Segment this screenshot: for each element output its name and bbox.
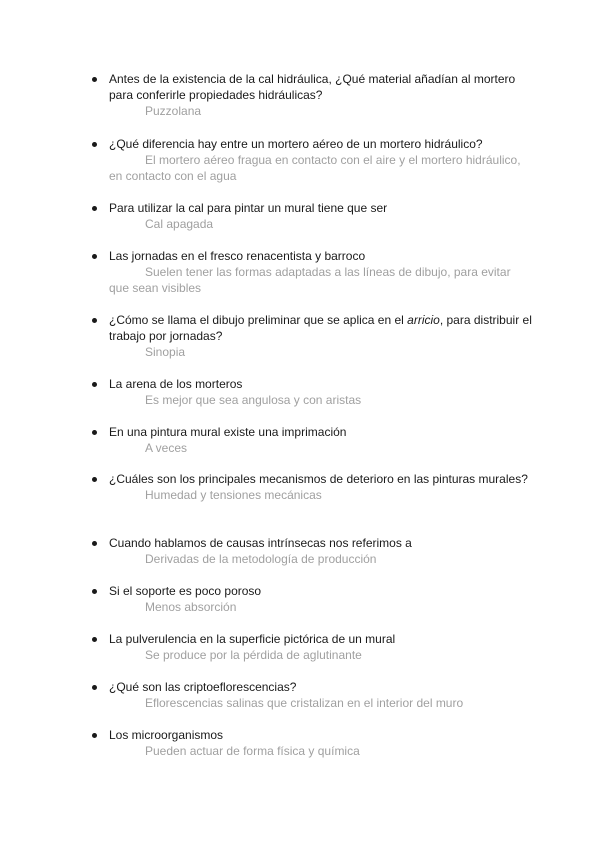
question-text-end: , para distribuir el trabajo por jornadas? bbox=[109, 313, 532, 343]
answer-text: Puzzolana bbox=[145, 104, 202, 118]
question-text: La arena de los morteros bbox=[109, 377, 243, 391]
question bbox=[92, 136, 532, 152]
question-text: Si el soporte es poco poroso bbox=[109, 584, 262, 598]
question-text-emphasis: arricio bbox=[407, 313, 440, 327]
bullet-icon bbox=[92, 430, 97, 435]
answer-text: Se produce por la pérdida de aglutinante bbox=[145, 648, 362, 662]
answer bbox=[92, 344, 532, 360]
qa-item-10 bbox=[92, 583, 532, 615]
question bbox=[92, 376, 532, 392]
question bbox=[92, 200, 532, 216]
answer-text: Pueden actuar de forma física y química bbox=[145, 744, 360, 758]
question bbox=[92, 631, 532, 647]
qa-item-4 bbox=[92, 248, 532, 296]
answer-text: Derivadas de la metodología de producción bbox=[145, 552, 377, 566]
answer bbox=[92, 487, 532, 503]
answer bbox=[92, 440, 532, 456]
question bbox=[92, 248, 532, 264]
answer bbox=[92, 392, 532, 408]
bullet-icon bbox=[92, 685, 97, 690]
bullet-icon bbox=[92, 206, 97, 211]
question bbox=[92, 679, 532, 695]
answer-text: Menos absorción bbox=[145, 600, 237, 614]
qa-item-8 bbox=[92, 471, 532, 503]
question-text: Para utilizar la cal para pintar un mural tiene que ser bbox=[109, 201, 388, 215]
question bbox=[92, 535, 532, 551]
question bbox=[92, 471, 532, 487]
answer bbox=[92, 695, 532, 711]
qa-item-9 bbox=[92, 535, 532, 567]
bullet-icon bbox=[92, 637, 97, 642]
qa-item-7 bbox=[92, 424, 532, 456]
bullet-icon bbox=[92, 589, 97, 594]
answer-text: Cal apagada bbox=[145, 217, 214, 231]
answer bbox=[92, 264, 532, 296]
bullet-icon bbox=[92, 382, 97, 387]
bullet-icon bbox=[92, 142, 97, 147]
question bbox=[92, 583, 532, 599]
qa-item-5 bbox=[92, 312, 532, 360]
answer bbox=[92, 599, 532, 615]
answer-text: El mortero aéreo fragua en contacto con el aire y el mortero hidráulico, en contacto con el agua bbox=[109, 153, 521, 183]
answer bbox=[92, 551, 532, 567]
question-text: La pulverulencia en la superficie pictórica de un mural bbox=[109, 632, 396, 646]
qa-item-3 bbox=[92, 200, 532, 232]
question-text: ¿Cuáles son los principales mecanismos de deterioro en las pinturas murales? bbox=[109, 472, 528, 486]
question-text: Antes de la existencia de la cal hidráulica, ¿Qué material añadían al mortero para conferirle propiedades hidráulicas? bbox=[109, 72, 516, 102]
question-text-start: ¿Cómo se llama el dibujo preliminar que se aplica en el bbox=[109, 313, 408, 327]
qa-item-2 bbox=[92, 136, 532, 184]
bullet-icon bbox=[92, 733, 97, 738]
bullet-icon bbox=[92, 541, 97, 546]
question bbox=[92, 424, 532, 440]
question-text: ¿Qué son las criptoeflorescencias? bbox=[109, 680, 297, 694]
qa-item-6 bbox=[92, 376, 532, 408]
bullet-icon bbox=[92, 318, 97, 323]
answer bbox=[92, 647, 532, 663]
answer bbox=[92, 152, 532, 184]
answer-text: Es mejor que sea angulosa y con aristas bbox=[145, 393, 362, 407]
bullet-icon bbox=[92, 254, 97, 259]
question-text: Cuando hablamos de causas intrínsecas nos referimos a bbox=[109, 536, 412, 550]
question-text: Las jornadas en el fresco renacentista y barroco bbox=[109, 249, 366, 263]
answer-text: A veces bbox=[145, 441, 188, 455]
answer-text: Sinopia bbox=[145, 345, 186, 359]
answer-text: Eflorescencias salinas que cristalizan en el interior del muro bbox=[145, 696, 464, 710]
bullet-icon bbox=[92, 477, 97, 482]
answer bbox=[92, 103, 532, 119]
answer-text: Humedad y tensiones mecánicas bbox=[145, 488, 322, 502]
qa-item-11 bbox=[92, 631, 532, 663]
question bbox=[92, 71, 532, 103]
qa-item-1 bbox=[92, 71, 532, 119]
question bbox=[92, 727, 532, 743]
answer bbox=[92, 743, 532, 759]
question-text: Los microorganismos bbox=[109, 728, 224, 742]
bullet-icon bbox=[92, 77, 97, 82]
qa-item-12 bbox=[92, 679, 532, 711]
answer-text: Suelen tener las formas adaptadas a las líneas de dibujo, para evitar que sean visibles bbox=[109, 265, 511, 295]
question bbox=[92, 312, 532, 344]
answer bbox=[92, 216, 532, 232]
qa-item-13 bbox=[92, 727, 532, 759]
question-text: En una pintura mural existe una imprimación bbox=[109, 425, 347, 439]
question-text: ¿Qué diferencia hay entre un mortero aéreo de un mortero hidráulico? bbox=[109, 137, 483, 151]
